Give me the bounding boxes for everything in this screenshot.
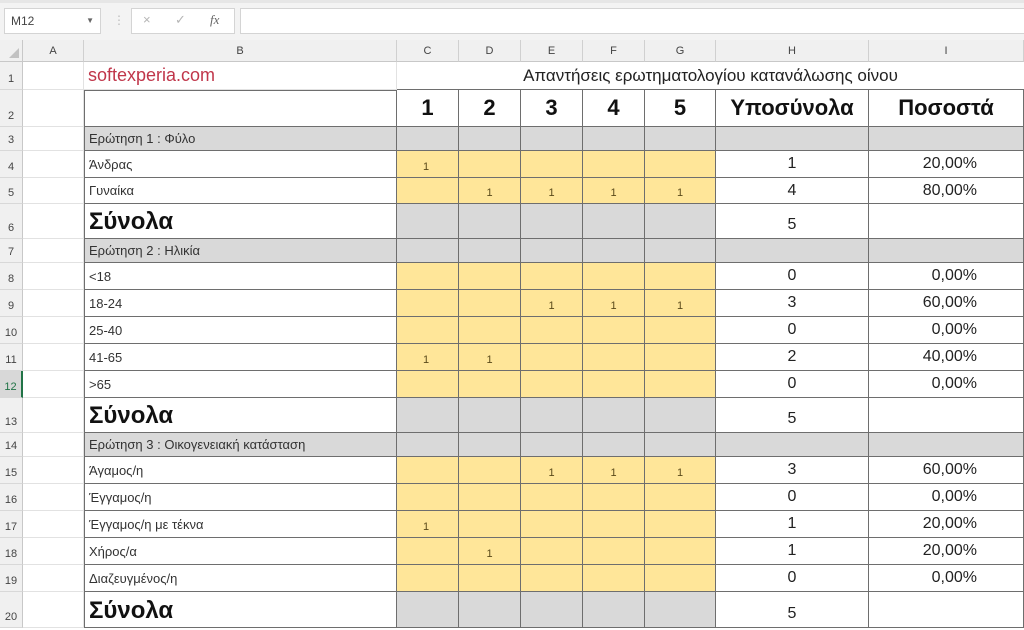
row-header-5[interactable] [0, 178, 23, 204]
column-header-c[interactable]: C [397, 40, 459, 62]
question-header-fill[interactable] [716, 239, 869, 263]
answer-mark-cell[interactable] [645, 371, 716, 398]
column-header-i[interactable]: I [869, 40, 1024, 62]
answer-label: Έγγαμος/η με τέκνα [84, 511, 397, 538]
totals-blank-cell[interactable] [459, 592, 521, 628]
answer-mark-cell[interactable]: 1 [521, 290, 583, 317]
answer-mark-cell[interactable] [397, 263, 459, 290]
cell-a18[interactable] [23, 538, 84, 565]
question-header-fill[interactable] [459, 239, 521, 263]
answer-mark-cell[interactable] [459, 457, 521, 484]
question-header-fill[interactable] [869, 239, 1024, 263]
answer-mark-cell[interactable] [583, 317, 645, 344]
percentage-value: 0,00% [869, 371, 1024, 398]
subtotal-value: 1 [716, 151, 869, 178]
answer-mark-cell[interactable] [521, 565, 583, 592]
percentage-value: 40,00% [869, 344, 1024, 371]
totals-label: Σύνολα [84, 398, 397, 433]
answer-mark-cell[interactable] [583, 344, 645, 371]
subtotal-value: 3 [716, 457, 869, 484]
row-number: 8 [7, 273, 15, 285]
answer-label: Άγαμος/η [84, 457, 397, 484]
cell-a17[interactable] [23, 511, 84, 538]
answer-mark-cell[interactable] [583, 538, 645, 565]
question-header-fill[interactable] [645, 433, 716, 457]
percentage-value: 20,00% [869, 151, 1024, 178]
question-header-fill[interactable] [521, 433, 583, 457]
subtotal-value: 0 [716, 317, 869, 344]
answer-label: 41-65 [84, 344, 397, 371]
cell-a6[interactable] [23, 204, 84, 239]
percentage-value: 0,00% [869, 484, 1024, 511]
cell-a11[interactable] [23, 344, 84, 371]
answer-label: >65 [84, 371, 397, 398]
answer-label: Χήρος/α [84, 538, 397, 565]
cell-a14[interactable] [23, 433, 84, 457]
question-header: Ερώτηση 2 : Ηλικία [84, 239, 397, 263]
cell-a10[interactable] [23, 317, 84, 344]
answer-label: Έγγαμος/η [84, 484, 397, 511]
percentage-header: Ποσοστά [869, 90, 1024, 127]
check-icon[interactable]: ✓ [175, 12, 186, 27]
totals-label: Σύνολα [84, 592, 397, 628]
answer-mark-cell[interactable] [583, 371, 645, 398]
total-percentage-cell[interactable] [869, 398, 1024, 433]
answer-mark-cell[interactable] [521, 263, 583, 290]
answer-mark-cell[interactable] [397, 371, 459, 398]
row-number: 1 [7, 73, 15, 85]
total-percentage-cell[interactable] [869, 204, 1024, 239]
question-header-fill[interactable] [459, 433, 521, 457]
subtotal-value: 3 [716, 290, 869, 317]
percentage-value: 60,00% [869, 457, 1024, 484]
question-header-fill[interactable] [645, 239, 716, 263]
subtotal-value: 0 [716, 565, 869, 592]
percentage-value: 0,00% [869, 565, 1024, 592]
answer-mark-cell[interactable]: 1 [459, 538, 521, 565]
answer-mark-cell[interactable] [459, 151, 521, 178]
question-header-fill[interactable] [645, 127, 716, 151]
row-number: 7 [7, 246, 15, 258]
row-number: 13 [4, 416, 18, 428]
question-header-fill[interactable] [583, 239, 645, 263]
row-header-2[interactable] [0, 90, 23, 127]
row-number: 10 [4, 327, 18, 339]
answer-label: 25-40 [84, 317, 397, 344]
row-header-6[interactable] [0, 204, 23, 239]
answer-label: Γυναίκα [84, 178, 397, 204]
answer-mark-cell[interactable] [645, 565, 716, 592]
answer-mark-cell[interactable]: 1 [645, 178, 716, 204]
totals-blank-cell[interactable] [397, 398, 459, 433]
question-header-fill[interactable] [521, 127, 583, 151]
row-header-15[interactable] [0, 457, 23, 484]
question-header-fill[interactable] [397, 433, 459, 457]
subtotal-value: 2 [716, 344, 869, 371]
answer-mark-cell[interactable] [397, 290, 459, 317]
answer-label: Άνδρας [84, 151, 397, 178]
subtotal-value: 1 [716, 511, 869, 538]
answer-mark-cell[interactable]: 1 [645, 457, 716, 484]
row-header-10[interactable] [0, 317, 23, 344]
percentage-value: 80,00% [869, 178, 1024, 204]
answer-mark-cell[interactable] [521, 538, 583, 565]
answer-mark-cell[interactable]: 1 [397, 344, 459, 371]
totals-blank-cell[interactable] [645, 204, 716, 239]
total-percentage-cell[interactable] [869, 592, 1024, 628]
column-header-b[interactable]: B [84, 40, 397, 62]
row-number: 9 [7, 300, 15, 312]
answer-mark-cell[interactable] [521, 344, 583, 371]
respondent-header-2: 2 [459, 90, 521, 127]
row-number: 15 [4, 467, 18, 479]
question-header-fill[interactable] [869, 127, 1024, 151]
answer-mark-cell[interactable] [521, 151, 583, 178]
sheet-title: Απαντήσεις ερωτηματολογίου κατανάλωσης οίνου [397, 62, 1024, 90]
answer-mark-cell[interactable] [397, 484, 459, 511]
answer-mark-cell[interactable] [645, 151, 716, 178]
subtotal-value: 0 [716, 371, 869, 398]
row-header-18[interactable] [0, 538, 23, 565]
row-number: 6 [7, 222, 15, 234]
cell-a8[interactable] [23, 263, 84, 290]
row-number: 3 [7, 134, 15, 146]
answer-mark-cell[interactable] [583, 511, 645, 538]
answer-mark-cell[interactable]: 1 [459, 344, 521, 371]
totals-blank-cell[interactable] [521, 592, 583, 628]
row-header-16[interactable] [0, 484, 23, 511]
totals-blank-cell[interactable] [521, 398, 583, 433]
totals-blank-cell[interactable] [645, 398, 716, 433]
column-header-h[interactable]: H [716, 40, 869, 62]
subtotal-value: 0 [716, 263, 869, 290]
row-header-14[interactable] [0, 433, 23, 457]
answer-mark-cell[interactable]: 1 [397, 511, 459, 538]
answer-mark-cell[interactable] [459, 565, 521, 592]
answer-mark-cell[interactable]: 1 [521, 457, 583, 484]
cell-a15[interactable] [23, 457, 84, 484]
cell-a4[interactable] [23, 151, 84, 178]
formula-buttons [131, 8, 235, 34]
answer-mark-cell[interactable] [645, 511, 716, 538]
answer-mark-cell[interactable] [583, 151, 645, 178]
formula-input[interactable] [240, 8, 1024, 34]
answer-mark-cell[interactable] [459, 263, 521, 290]
answer-mark-cell[interactable] [521, 484, 583, 511]
totals-blank-cell[interactable] [397, 592, 459, 628]
row-number: 4 [7, 161, 15, 173]
percentage-value: 0,00% [869, 317, 1024, 344]
totals-blank-cell[interactable] [583, 398, 645, 433]
totals-blank-cell[interactable] [645, 592, 716, 628]
question-header-fill[interactable] [869, 433, 1024, 457]
row-header-4[interactable] [0, 151, 23, 178]
row-header-13[interactable] [0, 398, 23, 433]
answer-mark-cell[interactable]: 1 [583, 178, 645, 204]
question-header: Ερώτηση 1 : Φύλο [84, 127, 397, 151]
answer-mark-cell[interactable]: 1 [645, 290, 716, 317]
answer-mark-cell[interactable] [645, 317, 716, 344]
answer-mark-cell[interactable] [521, 371, 583, 398]
total-value: 5 [716, 592, 869, 628]
subtotal-header: Υποσύνολα [716, 90, 869, 127]
answer-mark-cell[interactable] [645, 538, 716, 565]
name-box[interactable] [4, 8, 101, 34]
row-number: 5 [7, 187, 15, 199]
row-header-3[interactable] [0, 127, 23, 151]
totals-blank-cell[interactable] [459, 204, 521, 239]
question-header-fill[interactable] [397, 127, 459, 151]
cell-a5[interactable] [23, 178, 84, 204]
row-header-11[interactable] [0, 344, 23, 371]
answer-mark-cell[interactable] [459, 484, 521, 511]
answer-mark-cell[interactable]: 1 [459, 178, 521, 204]
answer-mark-cell[interactable] [397, 457, 459, 484]
row-header-9[interactable] [0, 290, 23, 317]
answer-mark-cell[interactable] [397, 538, 459, 565]
respondent-header-1: 1 [397, 90, 459, 127]
subtotal-value: 4 [716, 178, 869, 204]
answer-mark-cell[interactable] [459, 511, 521, 538]
row-number: 20 [4, 611, 18, 623]
brand-link[interactable]: softexperia.com [84, 62, 397, 90]
total-value: 5 [716, 398, 869, 433]
cell-a3[interactable] [23, 127, 84, 151]
answer-label: Διαζευγμένος/η [84, 565, 397, 592]
row-number: 16 [4, 494, 18, 506]
answer-mark-cell[interactable]: 1 [583, 290, 645, 317]
column-header-f[interactable]: F [583, 40, 645, 62]
cell-a13[interactable] [23, 398, 84, 433]
answer-mark-cell[interactable]: 1 [583, 457, 645, 484]
row-header-19[interactable] [0, 565, 23, 592]
formula-bar [0, 0, 1024, 40]
answer-mark-cell[interactable] [459, 371, 521, 398]
answer-mark-cell[interactable] [459, 290, 521, 317]
question-header: Ερώτηση 3 : Οικογενειακή κατάσταση [84, 433, 397, 457]
answer-mark-cell[interactable] [459, 317, 521, 344]
question-header-fill[interactable] [397, 239, 459, 263]
column-header-g[interactable]: G [645, 40, 716, 62]
row-header-12[interactable] [0, 371, 23, 398]
subtotal-value: 0 [716, 484, 869, 511]
row-header-7[interactable] [0, 239, 23, 263]
cell-a16[interactable] [23, 484, 84, 511]
answer-mark-cell[interactable] [583, 263, 645, 290]
answer-mark-cell[interactable] [521, 511, 583, 538]
question-header-fill[interactable] [583, 127, 645, 151]
insert-function-icon[interactable]: fx [210, 12, 220, 27]
answer-mark-cell[interactable]: 1 [521, 178, 583, 204]
cancel-icon[interactable]: × [143, 12, 151, 27]
percentage-value: 20,00% [869, 511, 1024, 538]
row-number: 17 [4, 521, 18, 533]
cell-a12[interactable] [23, 371, 84, 398]
question-header-fill[interactable] [583, 433, 645, 457]
row-header-17[interactable] [0, 511, 23, 538]
subtotal-value: 1 [716, 538, 869, 565]
totals-blank-cell[interactable] [397, 204, 459, 239]
question-header-fill[interactable] [716, 433, 869, 457]
respondent-header-3: 3 [521, 90, 583, 127]
totals-blank-cell[interactable] [583, 592, 645, 628]
column-header-a[interactable]: A [23, 40, 84, 62]
respondent-header-5: 5 [645, 90, 716, 127]
cell-a1[interactable] [23, 62, 84, 90]
answer-label: 18-24 [84, 290, 397, 317]
column-header-e[interactable]: E [521, 40, 583, 62]
row-number: 18 [4, 548, 18, 560]
row-header-8[interactable] [0, 263, 23, 290]
totals-label: Σύνολα [84, 204, 397, 239]
answer-mark-cell[interactable] [583, 565, 645, 592]
question-header-fill[interactable] [716, 127, 869, 151]
percentage-value: 0,00% [869, 263, 1024, 290]
answer-mark-cell[interactable] [645, 484, 716, 511]
respondent-header-4: 4 [583, 90, 645, 127]
name-box-value: M12 [11, 14, 35, 28]
percentage-value: 60,00% [869, 290, 1024, 317]
question-header-fill[interactable] [459, 127, 521, 151]
header-blank-cell[interactable] [84, 90, 397, 127]
row-number: 14 [4, 440, 18, 452]
answer-mark-cell[interactable] [397, 565, 459, 592]
answer-label: <18 [84, 263, 397, 290]
answer-mark-cell[interactable] [521, 317, 583, 344]
cell-a7[interactable] [23, 239, 84, 263]
percentage-value: 20,00% [869, 538, 1024, 565]
select-all-corner[interactable] [0, 40, 23, 62]
row-header-20[interactable] [0, 592, 23, 628]
total-value: 5 [716, 204, 869, 239]
cell-a20[interactable] [23, 592, 84, 628]
totals-blank-cell[interactable] [521, 204, 583, 239]
cell-a19[interactable] [23, 565, 84, 592]
cell-a9[interactable] [23, 290, 84, 317]
answer-mark-cell[interactable]: 1 [397, 151, 459, 178]
row-number: 19 [4, 575, 18, 587]
answer-mark-cell[interactable] [397, 317, 459, 344]
answer-mark-cell[interactable] [645, 344, 716, 371]
row-header-1[interactable] [0, 62, 23, 90]
chevron-down-icon[interactable]: ▼ [86, 16, 94, 25]
row-number: 2 [7, 110, 15, 122]
totals-blank-cell[interactable] [459, 398, 521, 433]
grip-icon: ⋮ [113, 13, 124, 27]
row-number: 11 [5, 354, 17, 366]
answer-mark-cell[interactable] [583, 484, 645, 511]
column-header-d[interactable]: D [459, 40, 521, 62]
answer-mark-cell[interactable] [645, 263, 716, 290]
row-number: 12 [4, 381, 17, 393]
totals-blank-cell[interactable] [583, 204, 645, 239]
cell-a2[interactable] [23, 90, 84, 127]
question-header-fill[interactable] [521, 239, 583, 263]
answer-mark-cell[interactable] [397, 178, 459, 204]
